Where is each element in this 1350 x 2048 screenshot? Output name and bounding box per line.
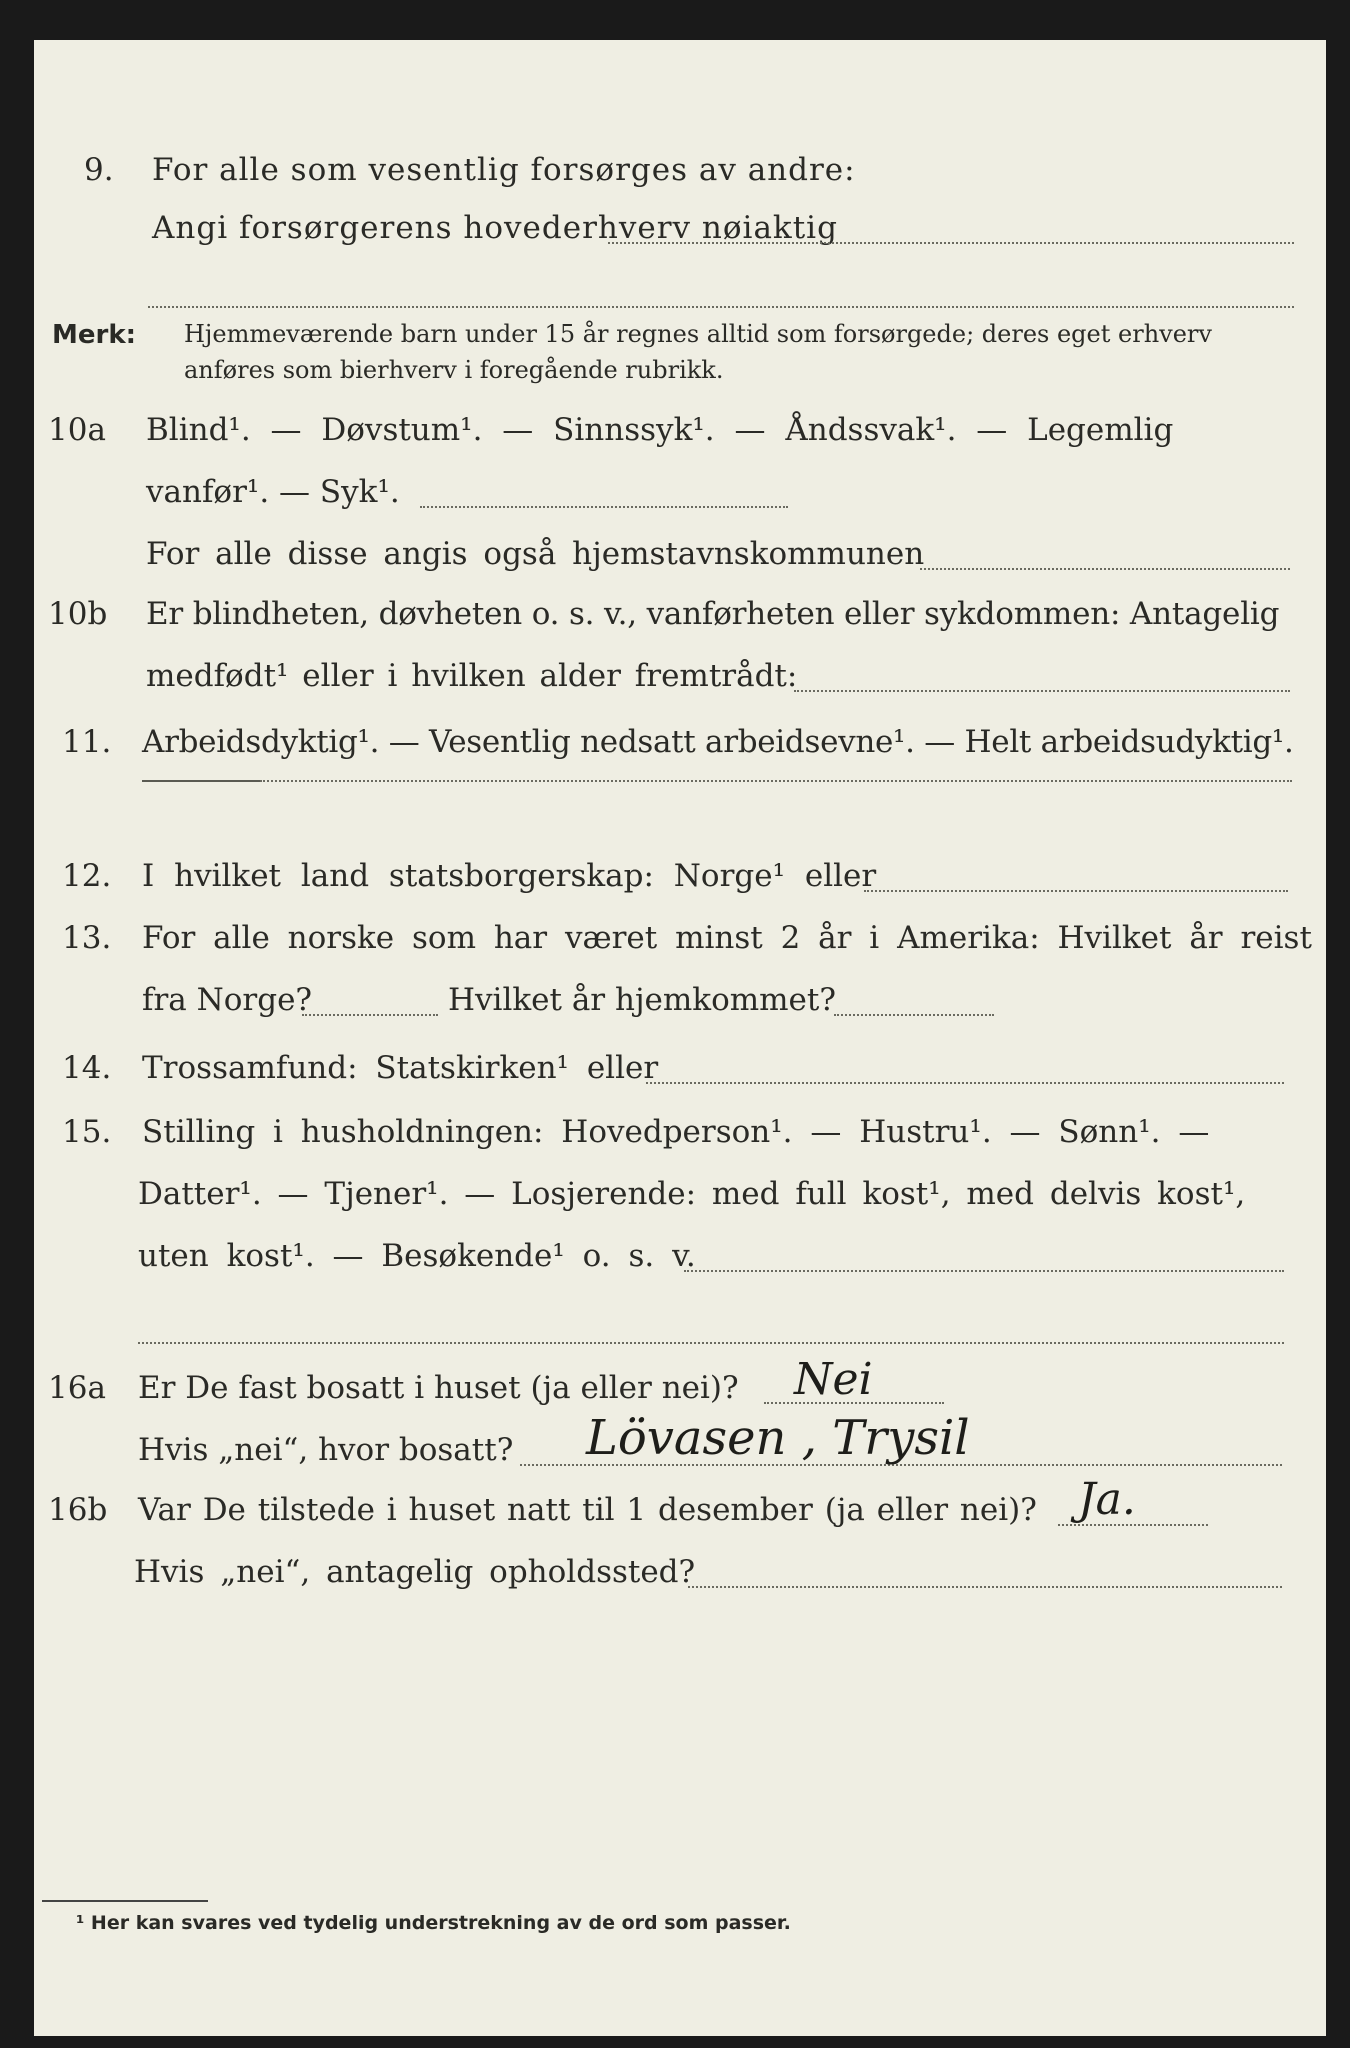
q10a-number: 10a <box>48 412 106 448</box>
q15-text-1: Stilling i husholdningen: Hovedperson¹. — Hustru¹. — Sønn¹. — <box>142 1114 1210 1150</box>
q16b-location-field[interactable] <box>688 1586 1282 1588</box>
merk-line-1: Hjemmeværende barn under 15 år regnes alltid som forsørgede; deres eget erhverv <box>184 320 1212 348</box>
q16a-handwritten-answer: Nei <box>794 1354 873 1405</box>
q11-answer-field[interactable] <box>260 780 1292 782</box>
q10b-text-2: medfødt¹ eller i hvilken alder fremtrådt: <box>146 658 798 694</box>
q15-text-2: Datter¹. — Tjener¹. — Losjerende: med full kost¹, med delvis kost¹, <box>138 1176 1246 1212</box>
q16b-handwritten-answer: Ja. <box>1078 1474 1136 1525</box>
q11-number: 11. <box>62 724 112 760</box>
q16b-number: 16b <box>48 1492 108 1528</box>
q9-text-1: For alle som vesentlig forsørges av andre: <box>152 152 856 188</box>
q9-answer-field[interactable] <box>608 242 1294 244</box>
q10a-text-2: vanfør¹. — Syk¹. <box>146 474 400 510</box>
q13-text-2: fra Norge? <box>142 982 313 1018</box>
q10a-home-field[interactable] <box>920 568 1290 570</box>
q11-text-1: Arbeidsdyktig¹. — Vesentlig nedsatt arbeidsevne¹. — Helt arbeidsudyktig¹. <box>142 724 1294 760</box>
q9-answer-field-2[interactable] <box>148 306 1294 308</box>
q15-answer-field-2[interactable] <box>138 1342 1284 1344</box>
q12-text: I hvilket land statsborgerskap: Norge¹ eller <box>142 858 877 894</box>
q10b-number: 10b <box>48 596 108 632</box>
q15-answer-field[interactable] <box>684 1270 1284 1272</box>
q13-number: 13. <box>62 920 112 956</box>
q15-number: 15. <box>62 1114 112 1150</box>
q16a-number: 16a <box>48 1370 106 1406</box>
q10a-answer-field[interactable] <box>420 506 788 508</box>
q13-text-1: For alle norske som har været minst 2 år i Amerika: Hvilket år reist <box>142 920 1312 956</box>
q11-answer-rule <box>142 780 260 782</box>
q10b-text-1: Er blindheten, døvheten o. s. v., vanførheten eller sykdommen: Antagelig <box>146 596 1280 632</box>
q16a-text-2: Hvis „nei“, hvor bosatt? <box>138 1432 514 1468</box>
q14-text: Trossamfund: Statskirken¹ eller <box>142 1050 659 1086</box>
q16b-text-1: Var De tilstede i huset natt til 1 desember (ja eller nei)? <box>138 1492 1037 1528</box>
q13-year-left-field[interactable] <box>302 1014 438 1016</box>
q16a-handwritten-residence: Lövasen , Trysil <box>586 1410 970 1466</box>
q10b-answer-field[interactable] <box>794 690 1290 692</box>
q10a-text-1: Blind¹. — Døvstum¹. — Sinnssyk¹. — Åndssvak¹. — Legemlig <box>146 412 1174 448</box>
q14-number: 14. <box>62 1050 112 1086</box>
merk-line-2: anføres som bierhverv i foregående rubrikk. <box>184 356 724 384</box>
q14-answer-field[interactable] <box>646 1082 1284 1084</box>
census-form-page <box>34 40 1326 2036</box>
q13-year-returned-field[interactable] <box>834 1014 994 1016</box>
q13-text-3: Hvilket år hjemkommet? <box>448 982 836 1018</box>
q12-number: 12. <box>62 858 112 894</box>
q16a-text-1: Er De fast bosatt i huset (ja eller nei)? <box>138 1370 739 1406</box>
q10a-text-3: For alle disse angis også hjemstavnskommunen <box>146 536 925 572</box>
q9-number: 9. <box>84 152 114 188</box>
q16b-text-2: Hvis „nei“, antagelig opholdssted? <box>134 1554 696 1590</box>
merk-label: Merk: <box>52 320 137 350</box>
footnote: ¹ Her kan svares ved tydelig understrekning av de ord som passer. <box>76 1912 791 1934</box>
q12-answer-field[interactable] <box>864 890 1288 892</box>
q15-text-3: uten kost¹. — Besøkende¹ o. s. v. <box>138 1238 696 1274</box>
footnote-rule <box>42 1900 208 1902</box>
q9-text-2: Angi forsørgerens hovederhverv nøiaktig <box>152 210 838 246</box>
